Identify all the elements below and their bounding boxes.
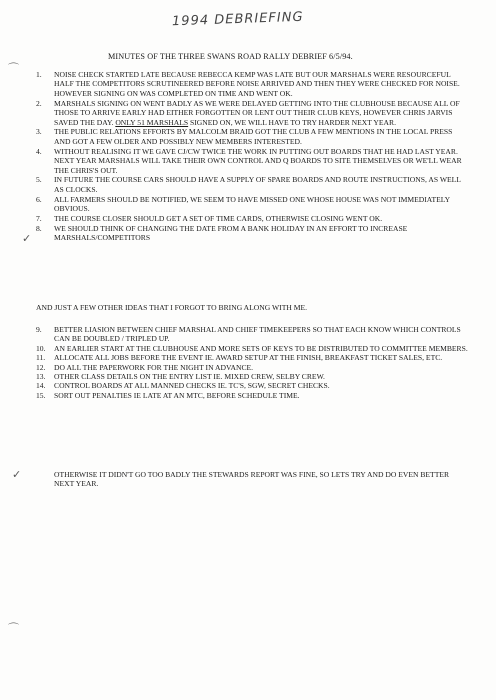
- minutes-list-second: [36, 325, 470, 400]
- list-item: 4. WITHOUT REALISING IT WE GAVE CJ/CW TWICE THE WORK IN PUTTING OUT BOARDS THAT HE HAD LAST YEAR. NEXT YEAR MARSHALS WILL TAKE THEIR OWN CONTROL AND Q BOARDS TO SITE THEMSELVES OR WE'LL WEAR THE CHRIS'S OUT.: [36, 146, 462, 175]
- list-item: 15. SORT OUT PENALTIES IE LATE AT AN MTC, BEFORE SCHEDULE TIME.: [36, 390, 300, 400]
- list-item: 5. IN FUTURE THE COURSE CARS SHOULD HAVE A SUPPLY OF SPARE BOARDS AND ROUTE INSTRUCTIONS, AS WELL AS CLOCKS.: [36, 175, 461, 194]
- list-item: 10. AN EARLIER START AT THE CLUBHOUSE AND MORE SETS OF KEYS TO BE DISTRIBUTED TO COMMITTEE MEMBERS.: [36, 343, 468, 353]
- list-item: 8. WE SHOULD THINK OF CHANGING THE DATE FROM A BANK HOLIDAY IN AN EFFORT TO INCREASE MARSHALS/COMPETITORS: [36, 224, 408, 243]
- list-item: 14. CONTROL BOARDS AT ALL MANNED CHECKS IE. TC'S, SGW, SECRET CHECKS.: [36, 381, 330, 391]
- closing-paragraph: OTHERWISE IT DIDN'T GO TOO BADLY THE STEWARDS REPORT WAS FINE, SO LETS TRY AND DO EVEN BETTER NEXT YEAR.: [54, 470, 450, 489]
- tick-mark-icon: ✓: [22, 232, 32, 245]
- underlined-text: ONLY 51 MARSHALS: [115, 117, 189, 127]
- list-item: 3. THE PUBLIC RELATIONS EFFORTS BY MALCOLM BRAID GOT THE CLUB A FEW MENTIONS IN THE LOCAL PRESS AND GOT A FEW OLDER AND POSSIBLY NEW MEMBERS INTERESTED.: [36, 127, 453, 146]
- list-item: 13. OTHER CLASS DETAILS ON THE ENTRY LIST IE. MIXED CREW, SELBY CREW.: [36, 372, 325, 382]
- punch-hole-mark-icon: ⌒: [8, 622, 19, 635]
- list-item: 9. BETTER LIASION BETWEEN CHIEF MARSHAL AND CHIEF TIMEKEEPERS SO THAT EACH KNOW WHICH CONTROLS CAN BE DOUBLED / TRIPLED UP.: [36, 325, 461, 344]
- list-item: 7. THE COURSE CLOSER SHOULD GET A SET OF TIME CARDS, OTHERWISE CLOSING WENT OK.: [36, 214, 383, 224]
- list-item: 12. DO ALL THE PAPERWORK FOR THE NIGHT IN ADVANCE.: [36, 362, 254, 372]
- minutes-list-first: [36, 70, 470, 243]
- section-intro: AND JUST A FEW OTHER IDEAS THAT I FORGOT TO BRING ALONG WITH ME.: [36, 303, 307, 312]
- list-item: 6. ALL FARMERS SHOULD BE NOTIFIED, WE SEEM TO HAVE MISSED ONE WHOSE HOUSE WAS NOT IMMEDIATELY OBVIOUS.: [36, 194, 450, 214]
- list-item: 2. MARSHALS SIGNING ON WENT BADLY AS WE WERE DELAYED GETTING INTO THE CLUBHOUSE BECAUSE ALL OF THOSE TO ARRIVE EARLY HAD EITHER FORGOTTEN OR LENT OUT THEIR CLUB KEYS, HOWEVER CHRIS JARVIS SAVED THE DAY. ONLY 51 MARSHALS SIGNED ON, WE WILL HAVE TO TRY HARDER NEXT YEAR.: [36, 98, 460, 127]
- handwritten-title: 1994 DEBRIEFING: [171, 9, 304, 30]
- tick-mark-icon: ✓: [12, 468, 22, 481]
- document-title: MINUTES OF THE THREE SWANS ROAD RALLY DEBRIEF 6/5/94.: [108, 52, 353, 61]
- list-item: 11. ALLOCATE ALL JOBS BEFORE THE EVENT IE. AWARD SETUP AT THE FINISH, BREAKFAST TICKET SALES, ETC.: [36, 353, 443, 363]
- punch-hole-mark-icon: ⌒: [8, 62, 19, 75]
- list-item: 1. NOISE CHECK STARTED LATE BECAUSE REBECCA KEMP WAS LATE BUT OUR MARSHALS WERE RESOURCEFUL HALF THE COMPETITORS SCRUTINEERED BEFORE NOISE ARRIVED AND THEN THEY WERE CHECKED FOR NOISE. HOWEVER SIGNING ON WAS COMPLETED ON TIME AND WENT OK.: [36, 70, 460, 98]
